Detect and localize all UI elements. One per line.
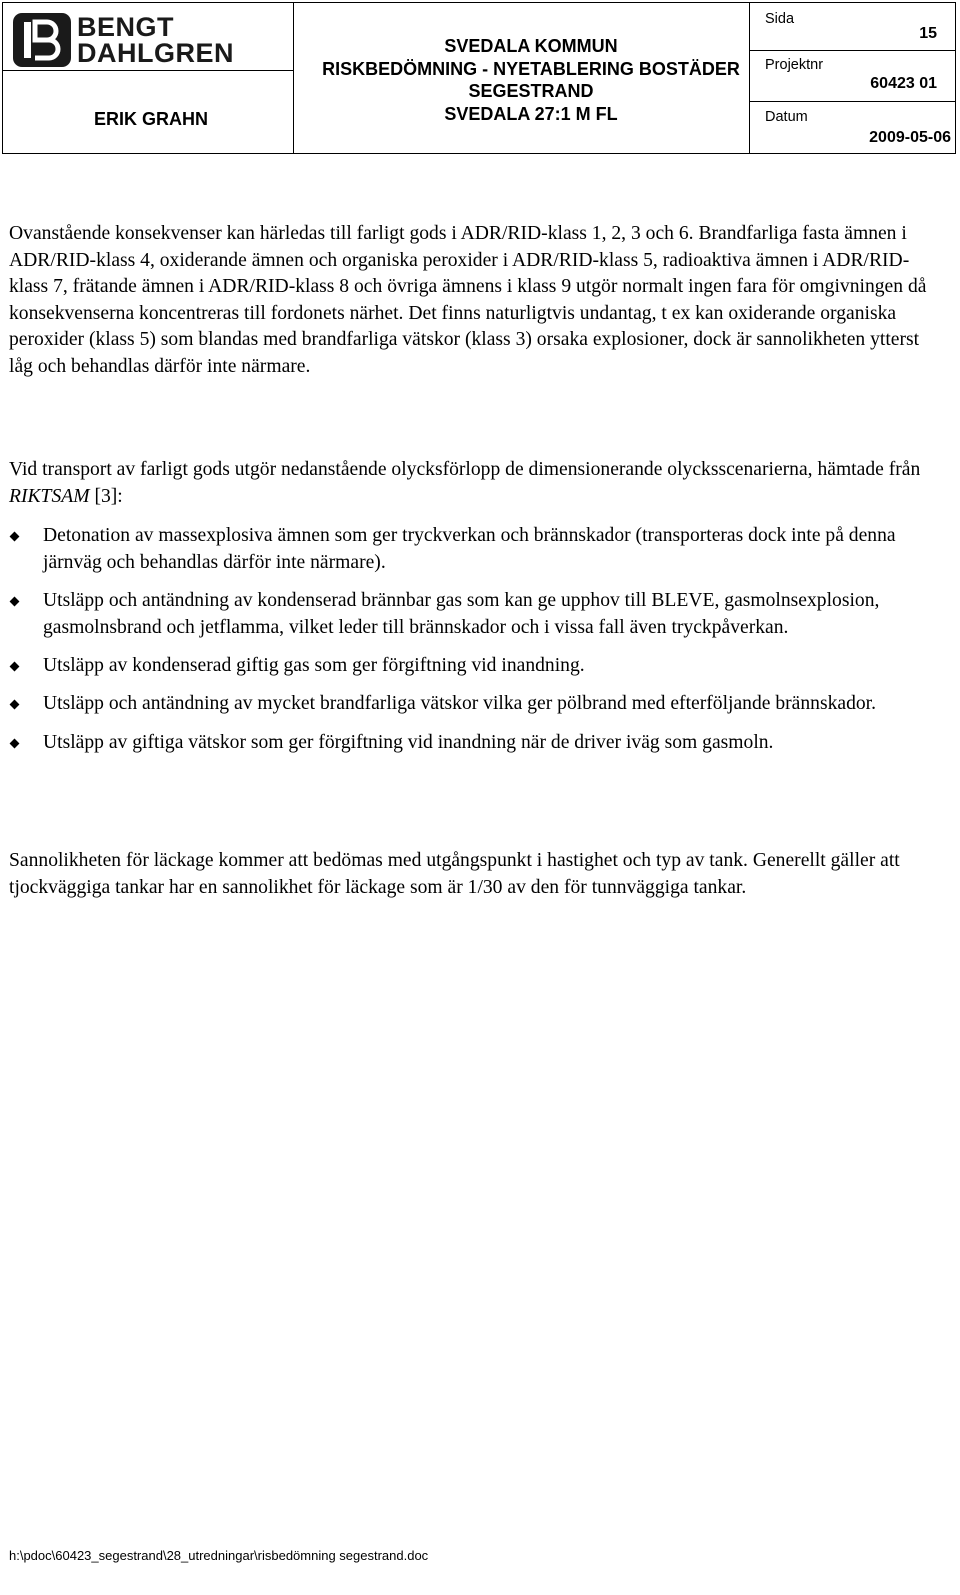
paragraph-text: [9, 457, 939, 510]
bd-logo-mark: [11, 11, 73, 69]
paragraph-text: Sannolikheten för läckage kommer att bedömas med utgångspunkt i hastighet och typ av tank. Generellt gäller att tjockväggiga tankar har en sannolikhet för läckage som är 1/30 av den för tunnväggiga tankar.: [9, 850, 900, 898]
page-label: Sida: [765, 11, 795, 27]
header-divider: [749, 101, 955, 102]
list-item: [9, 523, 939, 576]
diamond-bullet-icon: [10, 700, 20, 710]
diamond-bullet-icon: [10, 738, 20, 748]
logo-text-line2: DAHLGREN: [77, 38, 234, 68]
diamond-bullet-icon: [10, 532, 20, 542]
title-line: SVEDALA 27:1 M FL: [444, 103, 618, 124]
project-number: 60423 01: [870, 75, 937, 92]
company-logo: [11, 11, 239, 71]
logo-text-line1: BENGT: [77, 12, 174, 42]
document-title: [299, 35, 763, 125]
list-item: [9, 588, 939, 641]
header-divider: [293, 3, 294, 153]
paragraph-leakage: [9, 848, 939, 901]
list-item-text: Utsläpp av kondenserad giftig gas som ger förgiftning vid inandning.: [43, 654, 585, 676]
author-name: ERIK GRAHN: [93, 109, 208, 129]
diamond-bullet-icon: [10, 662, 20, 672]
list-item-text: Detonation av massexplosiva ämnen som ger tryckverkan och brännskador (transporteras dock inte på denna järnväg och behandlas därför inte närmare).: [43, 525, 896, 573]
reference-name: RIKTSAM: [9, 485, 90, 507]
list-item: [9, 653, 939, 680]
project-label: Projektnr: [765, 57, 824, 73]
text-span: Vid transport av farligt gods utgör nedanstående olycksförlopp de dimensionerande olycksscenarierna, hämtade från: [9, 459, 921, 480]
page-number: 15: [919, 25, 937, 42]
header-divider: [749, 50, 955, 51]
paragraph-scenarios-intro: [9, 457, 939, 510]
list-item: [9, 691, 939, 718]
list-item: [9, 730, 939, 757]
document-date: 2009-05-06: [869, 129, 951, 146]
file-path-footer: h:\pdoc\60423_segestrand\28_utredningar\risbedömning segestrand.doc: [9, 1548, 429, 1563]
diamond-bullet-icon: [10, 597, 20, 607]
list-item-text: Utsläpp av giftiga vätskor som ger förgiftning vid inandning när de driver iväg som gasmoln.: [43, 731, 774, 753]
scenario-list: [9, 523, 939, 768]
date-label: Datum: [765, 109, 808, 125]
paragraph-text: Ovanstående konsekvenser kan härledas till farligt gods i ADR/RID-klass 1, 2, 3 och 6. Brandfarliga fasta ämnen i ADR/RID-klass 4, oxiderande ämnen och organiska peroxider i ADR/RID-klass 5, radioaktiva ämnen i ADR/RID-klass 7, frätande ämnen i ADR/RID-klass 8 och övriga ämnens i klass 9 utgör normalt ingen fara för omgivningen då konsekvenserna koncentreras till fordonets närhet. Det finns naturligtvis undantag, t ex kan oxiderande organiska peroxider (klass 5) som blandas med brandfarliga vätskor (klass 3) orsaka explosioner, dock är sannolikheten ytterst låg och behandlas därför inte närmare.: [9, 223, 927, 377]
title-line: RISKBEDÖMNING - NYETABLERING BOSTÄDER: [322, 58, 740, 79]
document-header: [2, 2, 956, 154]
list-item-text: Utsläpp och antändning av kondenserad brännbar gas som kan ge upphov till BLEVE, gasmolnsexplosion, gasmolnsbrand och jetflamma, vilket leder till brännskador och i vissa fall även tryckpåverkan.: [43, 589, 880, 638]
paragraph-consequences: [9, 221, 939, 381]
list-item-text: Utsläpp och antändning av mycket brandfarliga vätskor vilka ger pölbrand med efterföljande brännskador.: [43, 693, 877, 715]
text-span: [3]:: [89, 485, 123, 507]
title-line: SVEDALA KOMMUN: [444, 36, 618, 56]
title-line: SEGESTRAND: [468, 81, 594, 101]
